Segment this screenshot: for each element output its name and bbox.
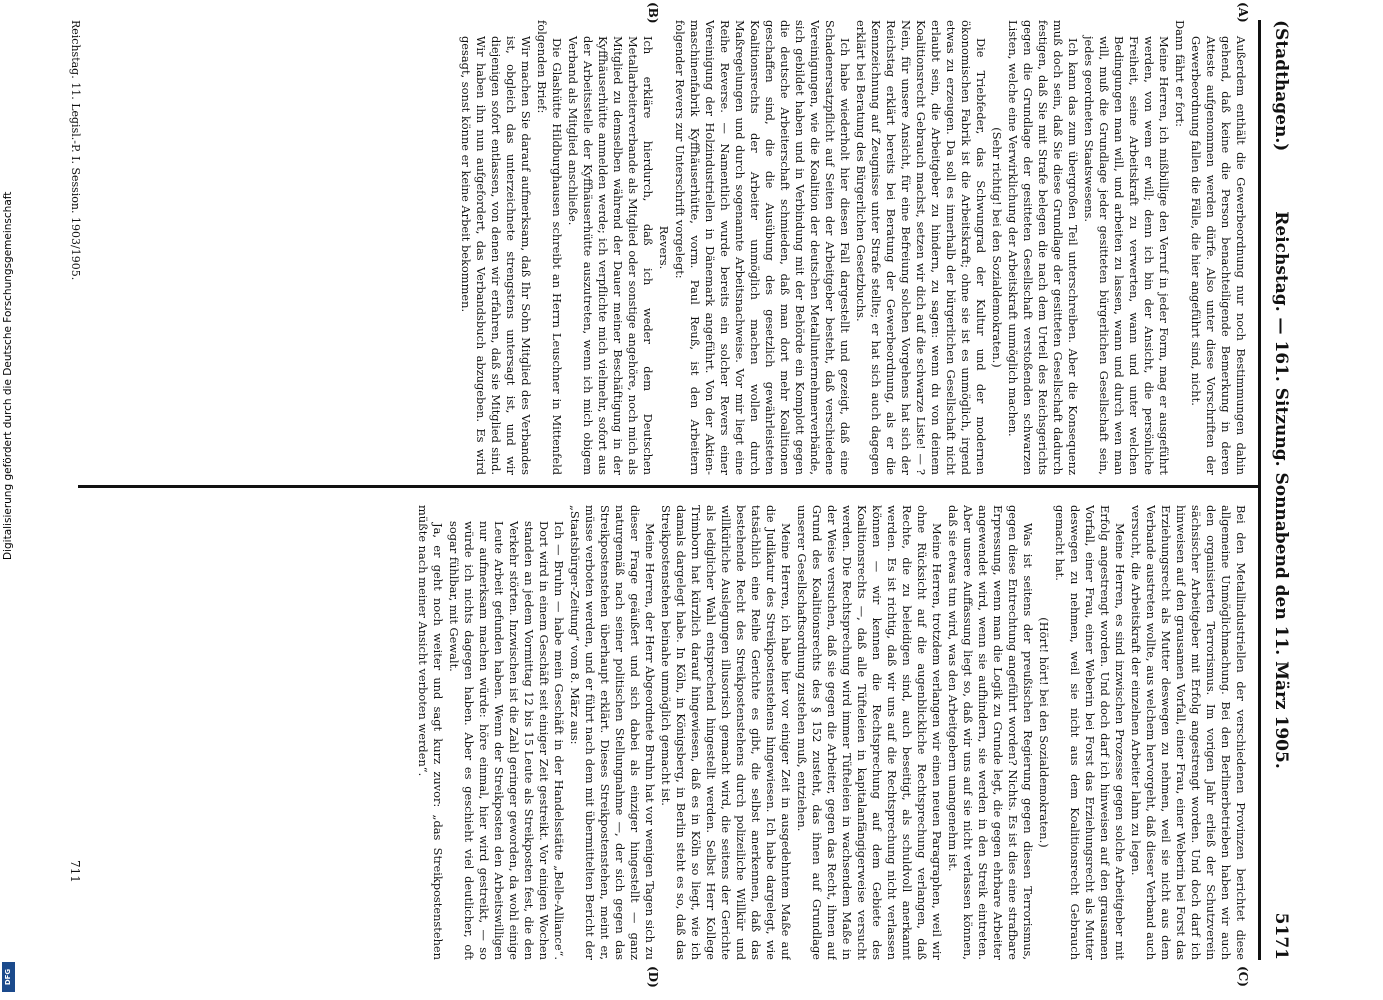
page-number: 5171 [1271,912,1291,960]
document-page [60,0,1320,1000]
left-column [88,20,1248,475]
margin-mark-b: (B) [646,2,660,24]
paragraph: Meine Herren, ich mißbillige den Verruf in jeder Form, mag er ausgeführt werden, von wem er will; denn ich bin der Ansicht, die persönliche Freiheit, seine Arbeitskraft zu verwerten, wann und unter welchen Bedingungen man will, und arbeiten zu lassen, wann und durch wen man will, muß die Grundlage jeder gesitteten bürgerlichen Gesellschaft sein, jedes geordneten Staatswesens. [1082,36,1171,475]
right-column [88,505,1248,960]
dfg-logo-text: DFG [4,968,12,986]
paragraph: Ich habe wiederholt hier diesen Fall dargestellt und gezeigt, daß eine Schadenersatzpflicht auf Seiten der Arbeitgeber besteht, daß verschiedene Vereinigungen, wie die Koalition der deutschen Metallunternehmerverbände, sich gebildet haben und in Verbindung mit der Behörde ein Komplott gegen die deutsche Arbeiterschaft schmieden, daß man dort mehr Koalitionen geschaffen sind, die die Ausübung des gesetzlich gewährleisteten Koalitionsrechts der Arbeiter unmöglich machen wollen durch Maßregelungen und durch sogenannte Arbeitsnachweise. Vor mir liegt eine Reihe Reverse. — Namentlich wurde bereits ein solcher Revers einer Vereinigung der Holzindustriellen in Dänemark angeführt. Von der Aktien-maschinenfabrik Kyffhäuserhütte, vorm. Paul Reuß, ist den Arbeitern folgender Revers zur Unterschrift vorgelegt: [673,20,852,475]
paragraph: Meine Herren, ich habe hier vor einiger Zeit in ausgedehntem Maße auf die Judikatur des Streikpostenstehens hingewiesen. Ich habe dargelegt, wie tatsächlich eine Reihe Gerichte es gibt, die selbst anerkennen, daß das bestehende Recht des Streikpostenstehens durch polizeiliche Willkür und willkürliche Auslegungen illusorisch gemacht wird, die seitens der Gerichte als lediglicher Wahl entsprechend hingestellt werden. Selbst Herr Kollege Trimborn hat kürzlich darauf hingewiesen, daß es in Köln so liegt, wie ich damals dargelegt habe. In Köln, in Königsberg, in Berlin steht es so, daß das Streikpostenstehen beinahe unmöglich gemacht ist. [659,505,793,960]
paragraph: Meine Herren, trotzdem verlangen wir einen neuen Paragraphen, weil wir ohne Rücksicht auf die augenblickliche Rechtsprechung verlangen, daß Rechte, die zu beleidigen sind, auch beseitigt, als schuldvoll anerkannt werden. Es ist richtig, daß wir uns auf die Rechtsprechung nicht verlassen können — wir kennen die Rechtsprechung auf dem Gebiete des Koalitionsrechts —, daß alle Tüfteleien in kapitalanfängigerweise versucht werden. Die Rechtsprechung wird immer Tüfteleien in wachsendem Maße in der Weise versuchen, daß sie gegen die Arbeiter, gegen das Recht, ihnen auf Grund des Koalitionsrechts des § 152 zusteht, das ihnen auf Grundlage unserer Gesellschaftsordnung zustehen muß, entziehen. [795,505,944,960]
paragraph: Meine Herren, der Herr Abgeordnete Bruhn hat vor wenigen Tagen sich zu dieser Frage geäußert und sich dabei als einziger hingestellt — ganz naturgemäß nach seiner politischen Stellungnahme —, der sich gegen das Streikpostenstehen überhaupt erklärt. Dieses Streikpostenstehen, meint er, müsse verboten werden, und er führt nach dem mit übermittelten Bericht der „Staatsbürger-Zeitung“ vom 8. März aus: [568,505,657,960]
paragraph: Ich erkläre hierdurch, daß ich weder dem Deutschen Metallarbeiterverbande als Mitglied oder sonstige angehöre, noch mich als Mitglied zu demselben während der Dauer meiner Beschäftigung in der Kyffhäuserhütte anmelden werde; ich verpflichte mich vielmehr, sofort aus der Arbeitsstelle der Kyffhäuserhütte auszutreten, wenn ich mich obigem Verband als Mitglied anschließe. [566,36,655,475]
paragraph: Revers. [657,225,671,270]
paragraph: Die Triebfeder, das Schwungrad der Kultur und der modernen ökonomischen Fabrik ist die Arbeitskraft; ohne sie ist es unmöglich, irgend etwas zu erzeugen. Da soll es innerhalb der bürgerlichen Gesellschaft nicht erlaubt sein, die Arbeitgeber zu hindern, zu sagen: wenn du von deinem Koalitionsrecht Gebrauch machst, setzen wir dich auf die schwarze Liste! — ? Nein, für unsere Ansicht, für eine Befreiung solchen Vorgehens hat sich der Reichstag erklärt bereits bei Beratung der Gewerbeordnung, als er die Kennzeichnung auf Zeugnisse unter Strafe stellte; er hat sich auch dagegen erklärt bei Beratung des Bürgerlichen Gesetzbuchs. [854,20,988,475]
speaker-name: (Stadthagen.) [1271,20,1291,152]
session-title: Reichstag. — 161. Sitzung. Sonnabend den 11. März 1905. [1271,211,1291,769]
paragraph: Bei den Metallindustriellen der verschiedenen Provinzen berichtet diese allgemeine Unmöglichmachung. Bei den Berlinerbetrieben haben wir auch den organisierten Terrorismus. Im vorigen Jahr erließ der Schutzverein sächsischer Arbeitgeber mit Erfolg angestrengt worden. Und doch darf ich hinweisen auf den grausamen Vorfall, einer Frau, einer Weberin bei Forst das Erziehungsrecht als Mutter deswegen zu nehmen, weil sie nicht aus dem Verbande austreten wollte, aus welchem hervorgeht, daß dieser Verband auch versucht, die Arbeitskraft der einzelnen Arbeiter lahm zu legen. [1129,505,1248,960]
digitization-credit: Digitalisierung gefördert durch die Deutsche Forschungsgemeinschaft [2,191,14,560]
paragraph: Wir machen Sie darauf aufmerksam, daß Ihr Sohn Mitglied des Verbandes ist, obgleich das unterzeichnete strengstens untersagt ist, und wir diejenigen sofort entlassen, von denen wir erfahren, daß sie Mitglied sind. Wir haben ihn nun aufgefordert, das Verbandsbuch abzugeben. Es wird gesagt, sonst könne er keine Arbeit bekommen. [459,36,533,475]
column-divider [78,485,1258,488]
margin-mark-a: (A) [1236,2,1250,23]
paragraph: Ja, er geht noch weiter und sagt kurz zuvor: „das Streikpostenstehen müßte nach meiner Ansicht verboten werden“. [416,505,445,960]
paragraph: Dann fährt er fort: [1173,20,1187,127]
paragraph: Außerdem enthält die Gewerbeordnung nur noch Bestimmungen dahin gehend, daß keine die Person benachteiligende Bemerkung in deren Atteste aufgenommen werden dürfe. Also unter diese Vorschriften der Gewerbeordnung fallen die Fälle, die hier angeführt sind, nicht. [1189,36,1248,475]
page-header [1258,20,1295,960]
margin-mark-d: (D) [646,966,660,988]
footer-reference: Reichstag. 11. Legisl.-P. I. Session. 1903/1905. [69,20,82,281]
paragraph: Ich kann das zum übergroßen Teil unterschreiben. Aber die Konsequenz muß doch sein, daß Sie diese Grundlage der gesitteten Gesellschaft dadurch festigen, daß Sie mit Strafe belegen die nach dem Urteil des Reichsgerichts gegen die Grundlage der gesitteten Gesellschaft verstoßenden schwarzen Listen, welche eine Verwirklichung der Arbeitskraft unmöglich machen. [1006,20,1080,475]
margin-mark-c: (C) [1236,966,1250,987]
paragraph: Meine Herren, es sind inzwischen Prozesse gegen solche Arbeitgeber mit Erfolg angestrengt worden. Und doch darf ich hinweisen auf den grausamen Vorfall, einer Frau, einer Weberin bei Forst das Erziehungsrecht als Mutter deswegen zu nehmen, weil sie nicht aus dem Koalitionsrecht Gebrauch gemacht hat. [1053,505,1127,960]
paragraph: (Sehr richtig! bei den Sozialdemokraten.) [990,127,1004,368]
paragraph: Die Glashütte Hildburghausen schreibt an Herrn Leuschner in Mittenfeld folgenden Brief: [535,20,564,475]
paragraph: (Hört! hört! bei den Sozialdemokraten.) [1037,617,1051,848]
paragraph: Ich — Bruhn — habe mein Geschäft in der Handelsstätte „Belle-Alliance“. Dort wird in einem Geschäft seit einiger Zeit gestreikt. Vor einigen Wochen standen an jedem Vormittag 12 bis 15 Leute als Streikposten fest, die den Verkehr störten. Inzwischen ist die Zahl geringer geworden, da wohl einige Leute Arbeit gefunden haben. Wenn der Streikposten den Arbeitswilligen nur aufmerksam machen würde: höre einmal, hier wird gestreikt, — so würde ich nichts dagegen haben. Aber es geschieht viel deutlicher, oft sogar fühlbar, mit Gewalt. [447,521,566,960]
dfg-logo [2,962,15,992]
footer-page-number: 711 [68,860,82,883]
paragraph: Was ist seitens der preußischen Regierung gegen diesen Terrorismus, gegen diese Entrechtung angeführt worden? Nichts. Es ist dies eine strafbare Erpressung, wenn man die Logik zu Grunde legt, die gegen ehrbare Arbeiter angewendet wird, wenn sie aufhindern, sie werden in den Streik eintreten. Aber unsere Auffassung liegt so, daß wir uns auf sie nicht verlassen können, daß sie etwas tun wird, was den Arbeitgebern unangenehm ist. [946,505,1035,960]
